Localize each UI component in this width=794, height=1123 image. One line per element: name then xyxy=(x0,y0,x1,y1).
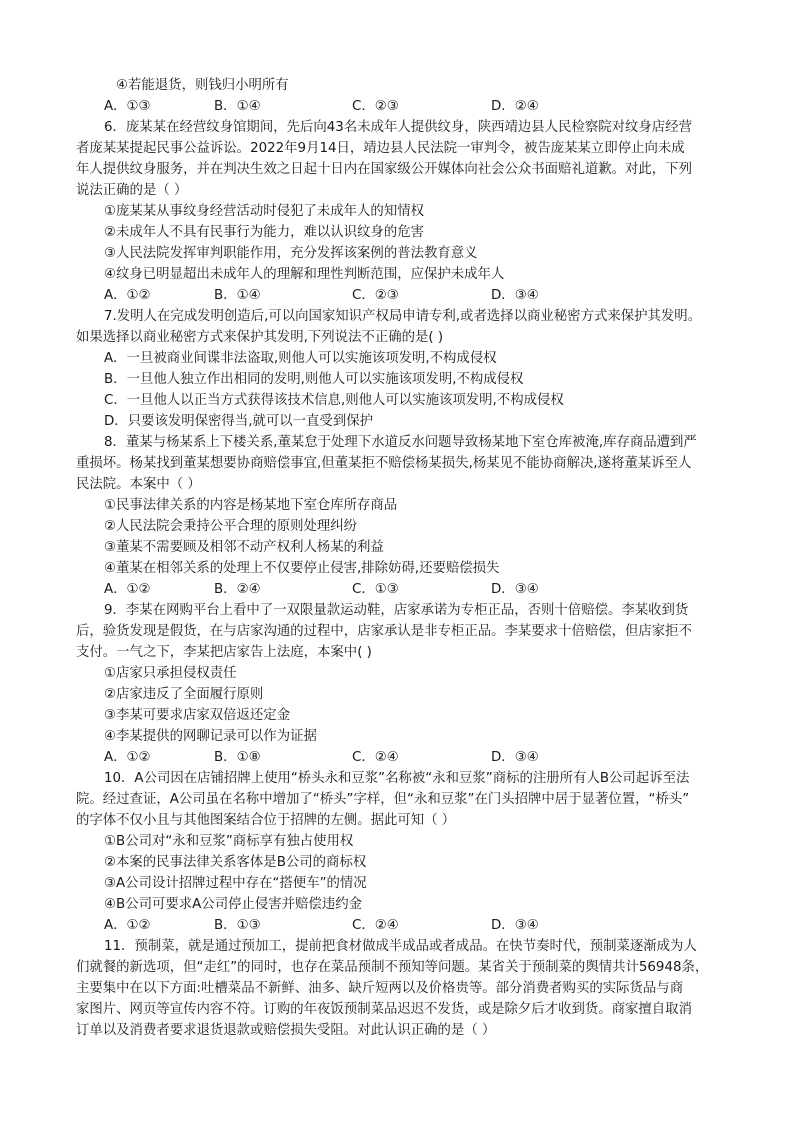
q11-stem-line: 订单以及消费者要求退货退款或赔偿损失受阻。对此认识正确的是（ ） xyxy=(76,1023,496,1038)
q7-option-d: D．只要该发明保密得当,就可以一直受到保护 xyxy=(104,414,373,429)
q9-stem-line: 9．李某在网购平台上看中了一双限量款运动鞋，店家承诺为专柜正品，否则十倍赔偿。李某收到货 xyxy=(104,603,689,618)
q8-item-4: ④董某在相邻关系的处理上不仅要停止侵害,排除妨碍,还要赔偿损失 xyxy=(104,561,500,576)
q9-item-4: ④李某提供的网聊记录可以作为证据 xyxy=(104,729,317,744)
q6-item-4: ④纹身已明显超出未成年人的理解和理性判断范围，应保护未成年人 xyxy=(104,267,505,282)
q6-item-3: ③人民法院发挥审判职能作用，充分发挥该案例的普法教育意义 xyxy=(104,246,478,261)
q6-option-b: B．①④ xyxy=(214,288,261,303)
q6-option-d: D．③④ xyxy=(491,288,539,303)
q6-item-2: ②未成年人不具有民事行为能力，难以认识纹身的危害 xyxy=(104,225,424,240)
q11-stem-line: 家图片、网页等宣传内容不符。订购的年夜饭预制菜品迟迟不发货，或是除夕后才收到货。商家擅自取消 xyxy=(76,1002,692,1017)
q10-option-d: D．③④ xyxy=(491,918,539,933)
q8-item-1: ①民事法律关系的内容是杨某地下室仓库所存商品 xyxy=(104,498,398,513)
q10-item-2: ②本案的民事法律关系客体是B公司的商标权 xyxy=(104,855,367,870)
q10-option-c: C．②④ xyxy=(352,918,399,933)
q8-item-2: ②人民法院会秉持公平合理的原则处理纠纷 xyxy=(104,519,358,534)
q6-item-1: ①庞某某从事纹身经营活动时侵犯了未成年人的知情权 xyxy=(104,204,424,219)
q8-item-3: ③董某不需要顾及相邻不动产权利人杨某的利益 xyxy=(104,540,384,555)
q8-option-c: C．①③ xyxy=(352,582,399,597)
q11-stem-line: 11．预制菜，就是通过预加工，提前把食材做成半成品或者成品。在快节奏时代，预制菜逐渐成为人 xyxy=(104,939,697,954)
q6-option-c: C．②③ xyxy=(352,288,399,303)
q9-option-b: B．①⑧ xyxy=(214,750,261,765)
q9-stem-line: 支付。一气之下，李某把店家告上法庭，本案中( ) xyxy=(76,645,372,660)
q10-item-3: ③A公司设计招牌过程中存在“搭便车”的情况 xyxy=(104,876,367,891)
intro-option-c: C．②③ xyxy=(352,99,399,114)
q9-item-1: ①店家只承担侵权责任 xyxy=(104,666,237,681)
q10-option-a: A．①② xyxy=(104,918,151,933)
q9-item-3: ③李某可要求店家双倍返还定金 xyxy=(104,708,291,723)
q9-option-a: A．①② xyxy=(104,750,151,765)
intro-option-b: B．①④ xyxy=(214,99,261,114)
q10-stem-line: 10．A公司因在店铺招牌上使用“桥头永和豆浆”名称被“永和豆浆”商标的注册所有人B公司起诉至法 xyxy=(104,771,690,786)
q8-stem-line: 民法院。本案中（ ） xyxy=(76,477,201,492)
intro-option-a: A．①③ xyxy=(104,99,151,114)
q10-stem-line: 院。经过查证，A公司虽在名称中增加了“桥头”字样，但“永和豆浆”在门头招牌中居于显著位置，“桥头” xyxy=(76,792,690,807)
q6-stem-line: 说法正确的是（ ） xyxy=(76,183,188,198)
q9-item-2: ②店家违反了全面履行原则 xyxy=(104,687,264,702)
q9-option-d: D．③④ xyxy=(491,750,539,765)
q9-option-c: C．②④ xyxy=(352,750,399,765)
q6-stem-line: 6．庞某某在经营纹身馆期间，先后向43名未成年人提供纹身，陕西靖边县人民检察院对纹身店经营 xyxy=(104,120,692,135)
q7-option-a: A．一旦被商业间谍非法盗取,则他人可以实施该项发明,不构成侵权 xyxy=(104,351,497,366)
q8-stem-line: 8．董某与杨某系上下楼关系,董某怠于处理下水道反水问题导致杨某地下室仓库被淹,库存商品遭到严 xyxy=(104,435,697,450)
q7-stem-line: 7.发明人在完成发明创造后,可以向国家知识产权局申请专利,或者选择以商业秘密方式来保护其发明。 xyxy=(104,309,702,324)
q7-option-b: B．一旦他人独立作出相同的发明,则他人可以实施该项发明,不构成侵权 xyxy=(104,372,524,387)
q11-stem-line: 们就餐的新选项，但“走红”的同时，也存在菜品预制不预知等问题。某省关于预制菜的舆情共计56948条， xyxy=(76,960,709,975)
q10-item-1: ①B公司对“永和豆浆”商标享有独占使用权 xyxy=(104,834,354,849)
q10-item-4: ④B公司可要求A公司停止侵害并赔偿违约金 xyxy=(104,897,362,912)
q10-option-b: B．①③ xyxy=(214,918,261,933)
q6-option-a: A．①② xyxy=(104,288,151,303)
q9-stem-line: 后，验货发现是假货，在与店家沟通的过程中，店家承认是非专柜正品。李某要求十倍赔偿，但店家拒不 xyxy=(76,624,692,639)
q11-stem-line: 主要集中在以下方面:吐槽菜品不新鲜、油多、缺斤短两以及价格贵等。部分消费者购买的实际货品与商 xyxy=(76,981,684,996)
q10-stem-line: 的字体不仅小且与其他图案结合位于招牌的左侧。据此可知（ ） xyxy=(76,813,456,828)
q6-stem-line: 年人提供纹身服务，并在判决生效之日起十日内在国家级公开媒体向社会公众书面赔礼道歉。对此，下列 xyxy=(76,162,692,177)
intro-option-d: D．②④ xyxy=(491,99,539,114)
q8-stem-line: 重损坏。杨某找到董某想要协商赔偿事宜,但董某拒不赔偿杨某损失,杨某见不能协商解决,遂将董某诉至人 xyxy=(76,456,692,471)
q8-option-d: D．③④ xyxy=(491,582,539,597)
q8-option-a: A．①② xyxy=(104,582,151,597)
q7-option-c: C．一旦他人以正当方式获得该技术信息,则他人可以实施该项发明,不构成侵权 xyxy=(104,393,564,408)
q7-stem-line: 如果选择以商业秘密方式来保护其发明,下列说法不正确的是( ) xyxy=(76,330,444,345)
q6-stem-line: 者庞某某提起民事公益诉讼。2022年9月14日，靖边县人民法院一审判令，被告庞某某立即停止向未成 xyxy=(76,141,685,156)
q8-option-b: B．②④ xyxy=(214,582,261,597)
intro-item-4: ④若能退货，则钱归小明所有 xyxy=(116,78,289,93)
